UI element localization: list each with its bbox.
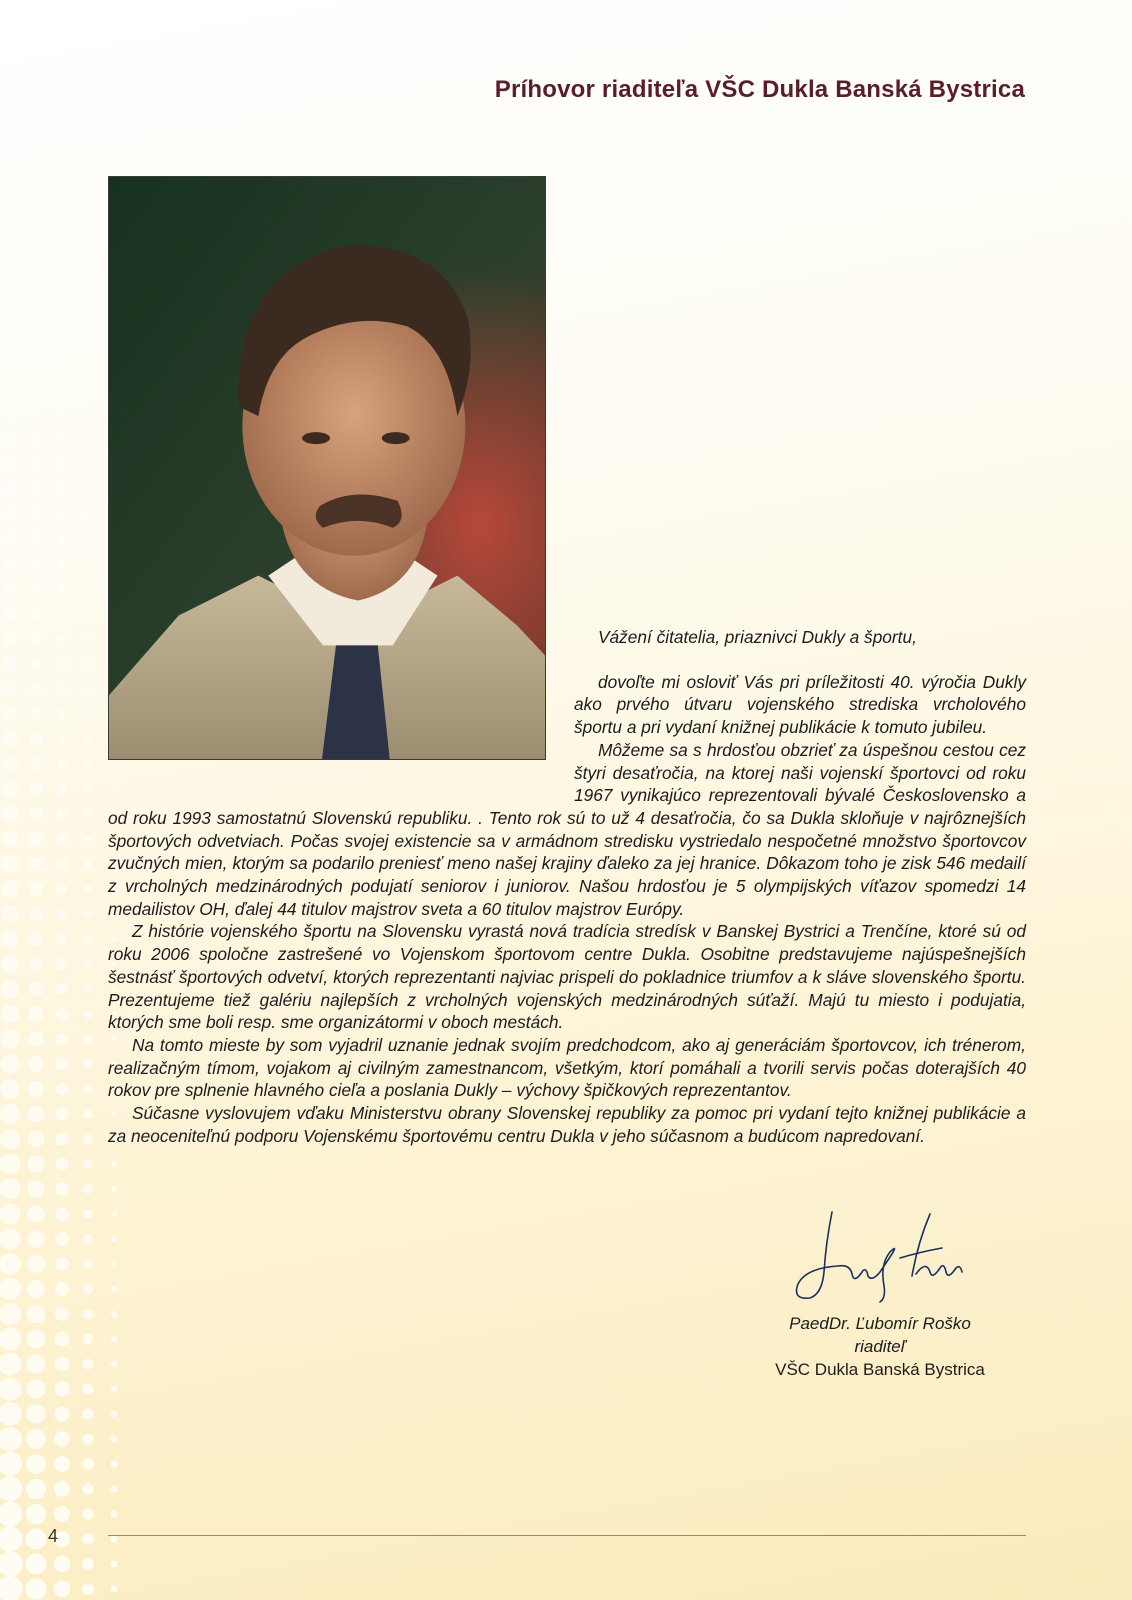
background-dot [84, 760, 91, 767]
background-dot [85, 711, 92, 718]
background-dot [110, 1585, 117, 1592]
background-dot [58, 585, 67, 594]
background-dot [28, 1131, 45, 1148]
background-dot [31, 484, 41, 494]
background-dot [58, 535, 66, 543]
background-dot [1, 905, 18, 922]
background-dot [84, 885, 92, 893]
background-dot [111, 1461, 118, 1468]
background-dot [59, 286, 65, 292]
background-dot [83, 1234, 93, 1244]
background-dot [56, 1083, 69, 1096]
background-dot [59, 311, 65, 317]
background-dot [111, 1236, 117, 1242]
background-dot [84, 960, 92, 968]
background-dot [0, 1526, 23, 1551]
background-dot [27, 1280, 45, 1298]
background-dot [86, 137, 89, 140]
background-dot [54, 1556, 70, 1572]
background-dot [60, 87, 64, 91]
background-dot [3, 632, 17, 646]
background-dot [82, 1483, 93, 1494]
background-dot [57, 859, 68, 870]
background-dot [34, 12, 39, 17]
background-dot [4, 508, 16, 520]
background-dot [86, 262, 90, 266]
background-dot [33, 61, 38, 66]
background-dot [54, 1456, 70, 1472]
background-dot [60, 37, 64, 41]
background-dot [31, 584, 42, 595]
background-dot [84, 835, 92, 843]
background-dot [6, 185, 14, 193]
background-dot [111, 1336, 117, 1342]
background-dot [31, 534, 41, 544]
background-dot [55, 1357, 70, 1372]
background-dot [0, 1228, 21, 1250]
background-dot [0, 1054, 19, 1073]
handwritten-signature-icon [780, 1202, 980, 1312]
background-dot [0, 1154, 20, 1175]
background-dot [0, 1551, 23, 1577]
background-dot [58, 560, 66, 568]
background-dot [1, 880, 18, 897]
background-dot [85, 586, 91, 592]
background-dot [83, 1359, 94, 1370]
background-dot [84, 985, 92, 993]
background-dot [3, 607, 17, 621]
background-dot [55, 1332, 70, 1347]
background-dot [60, 62, 64, 66]
background-dot [2, 756, 18, 772]
background-dot [58, 485, 66, 493]
background-dot [30, 658, 42, 670]
background-dot [86, 237, 90, 241]
background-dot [33, 36, 38, 41]
background-dot [55, 1307, 69, 1321]
background-dot [86, 87, 89, 90]
background-dot [86, 187, 90, 191]
background-dot [28, 1056, 44, 1072]
background-dot [27, 1205, 44, 1222]
background-dot [27, 1255, 45, 1273]
background-dot [3, 582, 16, 595]
background-dot [5, 284, 14, 293]
background-dot [56, 1008, 68, 1020]
background-dot [30, 783, 43, 796]
background-dot [84, 1035, 93, 1044]
signatory-role: riaditeľ [854, 1337, 906, 1356]
background-dot [57, 834, 68, 845]
background-dot [85, 736, 92, 743]
background-dot [32, 285, 40, 293]
background-dot [84, 860, 92, 868]
background-dot [1, 1030, 20, 1049]
background-dot [86, 312, 91, 317]
background-dot [56, 1108, 69, 1121]
background-dot [29, 907, 43, 921]
background-dot [54, 1406, 69, 1421]
background-dot [111, 1436, 118, 1443]
background-dot [29, 857, 43, 871]
background-dot [30, 633, 41, 644]
background-dot [30, 708, 42, 720]
background-dot [57, 784, 67, 794]
letter-salutation: Vážení čitatelia, priaznivci Dukly a športu, [598, 627, 917, 647]
background-dot [30, 758, 43, 771]
background-dot [1, 930, 19, 948]
signature-block [760, 1202, 1000, 1381]
background-dot [60, 137, 65, 142]
background-dot [59, 336, 65, 342]
background-dot [31, 434, 40, 443]
background-dot [59, 361, 66, 368]
background-dot [29, 982, 44, 997]
background-dot [7, 61, 14, 68]
background-dot [5, 334, 15, 344]
background-dot [27, 1330, 46, 1349]
background-dot [55, 1282, 69, 1296]
background-dot [0, 1427, 22, 1451]
background-dot [83, 1334, 93, 1344]
background-dot [111, 1261, 117, 1267]
background-dot [6, 210, 15, 219]
background-dot [0, 1477, 22, 1502]
background-dot [83, 1159, 92, 1168]
background-dot [85, 486, 91, 492]
background-dot [32, 260, 40, 268]
background-dot [5, 359, 15, 369]
signatory-organization: VŠC Dukla Banská Bystrica [775, 1360, 985, 1379]
background-dot [6, 235, 15, 244]
background-dot [85, 686, 92, 693]
background-dot [86, 162, 90, 166]
background-dot [59, 261, 65, 267]
background-dot [111, 1211, 117, 1217]
background-dot [111, 1411, 118, 1418]
background-dot [26, 1404, 45, 1423]
background-dot [28, 1031, 44, 1047]
background-dot [7, 86, 14, 93]
background-dot [1, 1005, 20, 1024]
background-dot [56, 908, 67, 919]
background-dot [56, 983, 68, 995]
background-dot [29, 957, 44, 972]
background-dot [28, 1106, 44, 1122]
background-dot [30, 733, 42, 745]
photo-text-wrap-spacer [108, 626, 574, 802]
background-dot [29, 832, 43, 846]
background-dot [85, 611, 91, 617]
letter-body [108, 626, 1026, 1147]
background-dot [25, 1578, 46, 1599]
background-dot [4, 533, 17, 546]
background-dot [32, 335, 40, 343]
background-dot [60, 12, 64, 16]
background-dot [59, 186, 64, 191]
background-dot [83, 1109, 92, 1118]
background-dot [2, 806, 18, 822]
background-dot [0, 1203, 21, 1224]
background-dot [31, 509, 41, 519]
background-dot [57, 659, 66, 668]
background-dot [111, 1511, 118, 1518]
background-dot [0, 1452, 22, 1476]
background-dot [27, 1180, 44, 1197]
background-dot [83, 1309, 93, 1319]
background-dot [5, 309, 15, 319]
background-dot [0, 1104, 20, 1124]
background-dot [85, 636, 91, 642]
background-dot [85, 561, 91, 567]
background-dot [0, 1502, 23, 1527]
background-dot [87, 38, 90, 41]
background-dot [83, 1409, 94, 1420]
background-dot [33, 111, 39, 117]
background-dot [58, 510, 66, 518]
background-dot [0, 1328, 21, 1351]
background-dot [83, 1134, 92, 1143]
background-dot [57, 809, 67, 819]
background-dot [84, 1085, 93, 1094]
background-dot [57, 709, 67, 719]
background-dot [6, 135, 14, 143]
background-dot [83, 1209, 93, 1219]
background-dot [26, 1379, 45, 1398]
background-dot [4, 558, 17, 571]
background-dot [54, 1581, 71, 1598]
background-dot [57, 734, 67, 744]
background-dot [32, 385, 41, 394]
background-dot [33, 86, 39, 92]
background-dot [110, 1535, 117, 1542]
background-dot [59, 386, 66, 393]
background-dot [26, 1429, 46, 1449]
background-dot [56, 1133, 69, 1146]
background-dot [29, 882, 43, 896]
background-dot [2, 831, 18, 847]
background-dot [83, 1184, 93, 1194]
background-dot [85, 536, 91, 542]
background-dot [57, 884, 68, 895]
background-dot [58, 610, 67, 619]
background-dot [83, 1384, 94, 1395]
background-dot [83, 1259, 93, 1269]
background-dot [56, 933, 67, 944]
background-dot [85, 436, 90, 441]
background-dot [32, 235, 39, 242]
background-dot [31, 459, 41, 469]
background-dot [0, 1303, 21, 1326]
background-dot [2, 781, 18, 797]
background-dot [86, 112, 89, 115]
background-dot [4, 458, 16, 470]
background-dot [0, 1179, 21, 1200]
background-dot [111, 1186, 117, 1192]
background-dot [56, 1033, 68, 1045]
background-dot [111, 1311, 117, 1317]
page-title: Príhovor riaditeľa VŠC Dukla Banská Bystrica [494, 76, 1025, 103]
background-dot [83, 1284, 93, 1294]
background-dot [84, 935, 92, 943]
background-dot [56, 958, 68, 970]
background-dot [27, 1355, 46, 1374]
background-dot [85, 461, 90, 466]
background-dot [32, 410, 41, 419]
background-dot [5, 259, 14, 268]
background-dot [30, 683, 42, 695]
background-dot [86, 337, 91, 342]
background-dot [60, 112, 65, 117]
background-dot [111, 1386, 118, 1393]
background-dot [0, 1253, 21, 1275]
background-dot [86, 212, 90, 216]
background-dot [86, 287, 90, 291]
background-dot [110, 1560, 117, 1567]
background-dot [82, 1508, 94, 1520]
background-dot [55, 1182, 68, 1195]
background-dot [26, 1529, 47, 1550]
background-dot [5, 384, 16, 395]
background-dot [32, 310, 40, 318]
background-dot [0, 1402, 22, 1426]
background-dot [27, 1230, 45, 1248]
background-dot [84, 810, 91, 817]
background-dot [28, 1081, 44, 1097]
background-dot [57, 684, 66, 693]
background-dot [1, 980, 19, 998]
background-dot [0, 1576, 23, 1600]
background-dot [54, 1431, 69, 1446]
background-dot [0, 1377, 22, 1400]
background-dot [5, 409, 16, 420]
background-dot [3, 682, 18, 697]
background-dot [84, 910, 92, 918]
background-dot [87, 63, 90, 66]
background-dot [86, 412, 91, 417]
background-dot [59, 236, 65, 242]
signatory-name: PaedDr. Ľubomír Roško [789, 1314, 971, 1333]
background-dot [26, 1554, 47, 1575]
background-dot [28, 1006, 43, 1021]
background-dot [4, 433, 15, 444]
letter-paragraph: Môžeme sa s hrdosťou obzrieť za úspešnou cestou cez štyri desaťročia, na ktorej naši vojenskí športovci od roku 1967 vynikajúco reprezentovali bývalé Československo a od roku 1993 samostatnú Slovenskú republiku. . Tento rok sú to už 4 desaťročia, čo sa Dukla skloňuje v najrôznejších športových odvetviach. Počas svojej existencie sa v armádnom stredisku vystriedalo nespočetné množstvo športovcov zvučných mien, ktorým sa podarilo preniesť meno našej krajiny ďaleko za jej hranice. Dôkazom toho je zisk 546 medailí z vrcholných medzinárodných podujatí seniorov i juniorov. Našou hrdosťou je 5 olympijských víťazov spomedzi 14 medailistov OH, ďalej 44 titulov majstrov sveta a 60 titulov majstrov Európy. [108, 739, 1026, 919]
background-dot [26, 1504, 47, 1525]
background-dot [54, 1481, 70, 1497]
background-dot [111, 1286, 117, 1292]
background-dot [55, 1157, 68, 1170]
background-dot [31, 559, 42, 570]
background-dot [7, 36, 13, 42]
background-dot [26, 1454, 46, 1474]
background-dot [84, 1060, 93, 1069]
background-dot [111, 1486, 118, 1493]
background-dot [57, 759, 67, 769]
background-dot [82, 1558, 94, 1570]
background-dot [85, 511, 91, 517]
page-number: 4 [48, 1526, 59, 1546]
background-dot [7, 11, 13, 17]
background-dot [3, 707, 18, 722]
background-dot [2, 731, 17, 746]
background-dot [27, 1305, 45, 1323]
background-dot [111, 1361, 117, 1367]
background-dot [87, 13, 90, 16]
background-dot [6, 160, 14, 168]
background-dot [86, 362, 91, 367]
background-dot [0, 1129, 20, 1149]
background-dot [32, 360, 41, 369]
background-dot [4, 483, 16, 495]
letter-paragraph: dovoľte mi osloviť Vás pri príležitosti 40. výročia Dukly ako prvého útvaru vojenského strediska vrcholového športu a pri vydaní knižnej publikácie k tomuto jubileu. [574, 671, 1026, 738]
letter-paragraph: Z histórie vojenského športu na Slovensku vyrastá nová tradícia stredísk v Banskej Bystrici a Trenčíne, ktoré sú od roku 2006 spoločne zastrešené vo Vojenskom športovom centre Dukla. Osobitne predstavujeme najúspešnejších šestnásť športových odvetví, ktorých reprezentanti najviac prispeli do pokladnice triumfov a k sláve slovenského športu. Prezentujeme tiež galériu najlepších z vrcholných vojenských medzinárodných súťaží. Majú tu miesto i podujatia, ktorých sme boli resp. sme organizátormi v oboch mestách. [108, 921, 1026, 1033]
background-dot [6, 110, 13, 117]
background-dot [86, 387, 91, 392]
background-dot [0, 1352, 22, 1375]
background-dot [29, 932, 44, 947]
background-dot [55, 1207, 69, 1221]
background-dot [84, 1010, 93, 1019]
background-dot [29, 807, 42, 820]
footer-rule [108, 1535, 1026, 1536]
background-dot [59, 411, 66, 418]
background-dot [58, 460, 65, 467]
background-dot [26, 1479, 46, 1499]
background-dot [1, 955, 19, 973]
background-dot [3, 657, 17, 671]
background-dot [30, 608, 41, 619]
background-dot [2, 856, 19, 873]
letter-paragraph: Na tomto mieste by som vyjadril uznanie jednak svojím predchodcom, ako aj generáciám športovcov, ich trénerom, realizačným tímom, vojakom aj civilným zamestnancom, všetkým, ktorí pomáhali a tvorili servis počas doterajších 40 rokov pre splnenie hlavného cieľa a poslania Dukly – výchovy špičkových reprezentantov. [108, 1034, 1026, 1101]
background-dot [54, 1506, 70, 1522]
background-dot [59, 211, 64, 216]
background-dot [33, 161, 39, 167]
background-dot [58, 635, 67, 644]
background-dot [55, 1382, 70, 1397]
background-dot [60, 162, 65, 167]
background-dot [83, 1434, 94, 1445]
background-dot [58, 435, 65, 442]
background-dot [85, 661, 92, 668]
background-dot [0, 1079, 20, 1099]
background-dot [82, 1583, 94, 1595]
background-dot [28, 1156, 45, 1173]
background-dot [33, 136, 39, 142]
background-dot [0, 1278, 21, 1300]
letter-paragraph: Súčasne vyslovujem vďaku Ministerstvu obrany Slovenskej republiky za pomoc pri vydaní tejto knižnej publikácie a za neoceniteľnú podporu Vojenskému športovému centru Dukla v jeho súčasnom a budúcom napredovaní. [108, 1103, 1026, 1146]
background-dot [33, 211, 40, 218]
background-dot [111, 1161, 117, 1167]
background-dot [82, 1458, 93, 1469]
background-dot [33, 186, 40, 193]
background-dot [55, 1232, 69, 1246]
background-dot [55, 1257, 69, 1271]
background-dot [82, 1533, 94, 1545]
background-dot [56, 1058, 68, 1070]
background-dot [84, 785, 91, 792]
